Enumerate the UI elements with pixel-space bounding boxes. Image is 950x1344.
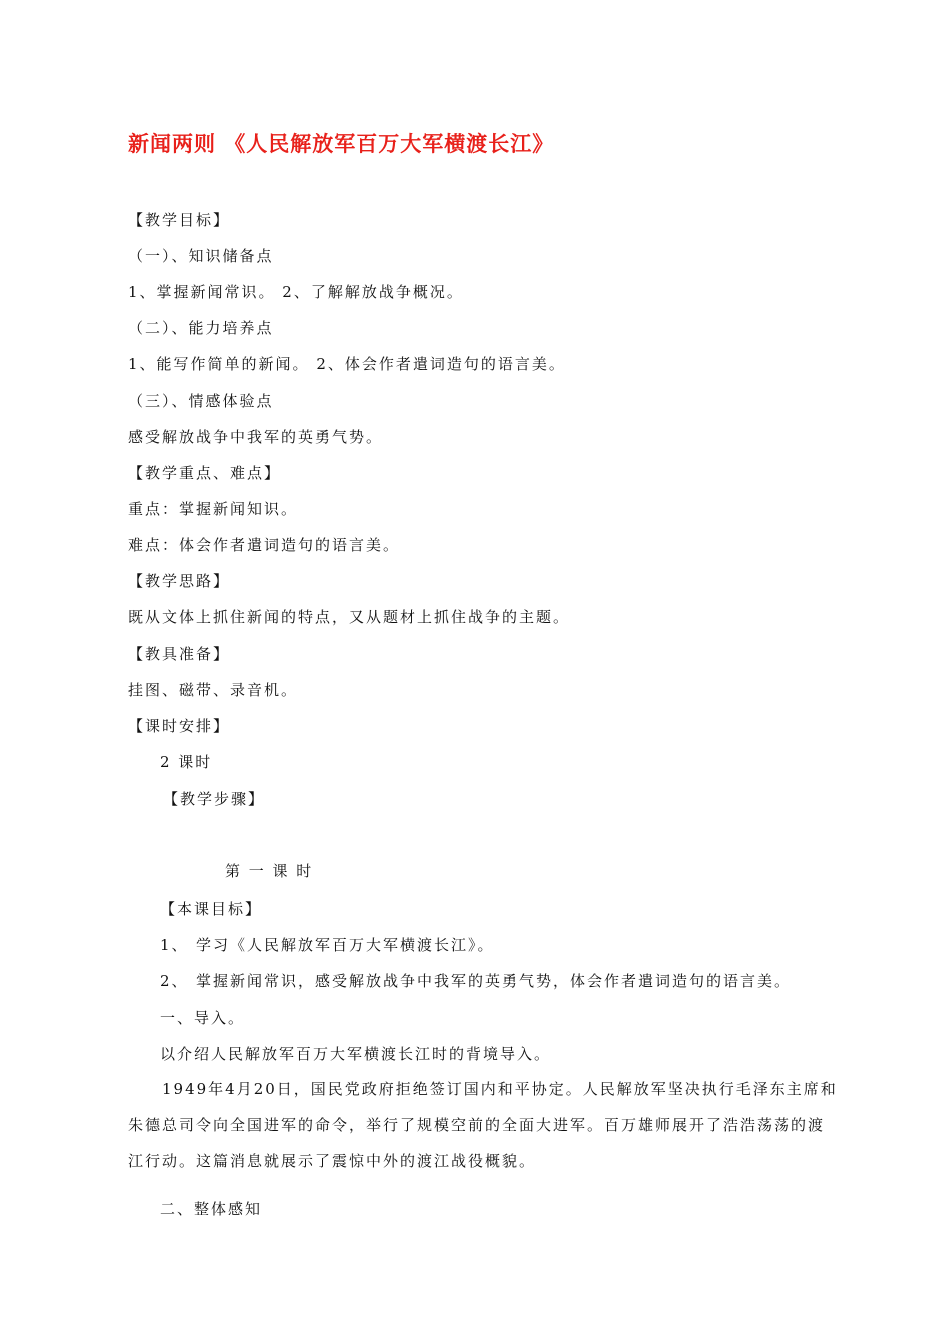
heading-teaching-steps: 【教学步骤】 bbox=[163, 790, 266, 808]
heading-lesson-goals: 【本课目标】 bbox=[160, 900, 263, 918]
document-title: 新闻两则 《人民解放军百万大军横渡长江》 bbox=[128, 131, 555, 156]
subheading-ability: （二）、能力培养点 bbox=[128, 319, 274, 337]
difficult-point: 难点：体会作者遣词造句的语言美。 bbox=[128, 536, 401, 554]
intro-text: 以介绍人民解放军百万大军横渡长江时的背境导入。 bbox=[160, 1045, 552, 1063]
emotion-item: 感受解放战争中我军的英勇气势。 bbox=[128, 428, 384, 446]
heading-teaching-aids: 【教具准备】 bbox=[128, 645, 231, 663]
lesson-one-heading: 第 一 课 时 bbox=[225, 862, 314, 880]
goal-number: 1、 bbox=[160, 936, 189, 954]
teaching-aids-text: 挂图、磁带、录音机。 bbox=[128, 681, 299, 699]
goal-text: 学习《人民解放军百万大军横渡长江》。 bbox=[196, 936, 495, 954]
heading-teaching-goals: 【教学目标】 bbox=[128, 211, 231, 229]
ability-items: 1、能写作简单的新闻。 2、体会作者遣词造句的语言美。 bbox=[128, 355, 566, 373]
heading-teaching-approach: 【教学思路】 bbox=[128, 572, 231, 590]
subheading-emotion: （三）、情感体验点 bbox=[128, 392, 274, 410]
background-paragraph: 1949年4月20日，国民党政府拒绝签订国内和平协定。人民解放军坚决执行毛泽东主席和朱德总司令向全国进军的命令，举行了规模空前的全面大进军。百万雄师展开了浩浩荡荡的渡江行动。这篇消息就展示了震惊中外的渡江战役概貌。 bbox=[128, 1080, 838, 1170]
goal-text: 掌握新闻常识，感受解放战争中我军的英勇气势，体会作者遣词造句的语言美。 bbox=[196, 972, 792, 990]
heading-key-points: 【教学重点、难点】 bbox=[128, 464, 282, 482]
intro-heading: 一、导入。 bbox=[160, 1009, 246, 1027]
teaching-approach-text: 既从文体上抓住新闻的特点，又从题材上抓住战争的主题。 bbox=[128, 608, 571, 626]
goal-item-2 bbox=[160, 971, 791, 991]
heading-class-schedule: 【课时安排】 bbox=[128, 717, 231, 735]
section-two-heading: 二、整体感知 bbox=[160, 1200, 263, 1218]
class-hours: 2 课时 bbox=[160, 753, 213, 771]
key-point: 重点：掌握新闻知识。 bbox=[128, 500, 299, 518]
subheading-knowledge: （一）、知识储备点 bbox=[128, 247, 274, 265]
knowledge-items: 1、掌握新闻常识。 2、了解解放战争概况。 bbox=[128, 283, 464, 301]
goal-number: 2、 bbox=[160, 972, 189, 990]
goal-item-1 bbox=[160, 935, 495, 955]
